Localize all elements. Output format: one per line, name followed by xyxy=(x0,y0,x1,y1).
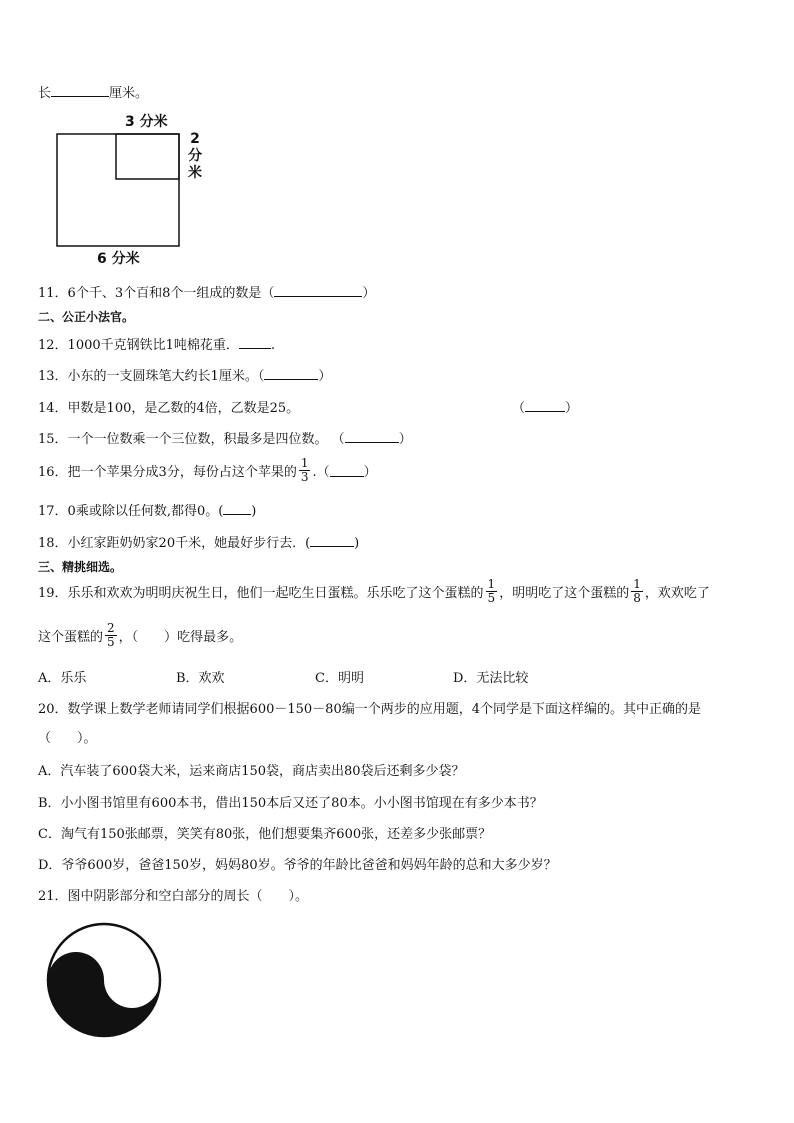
figure1-bottom-label: 6 分米 xyxy=(97,251,140,267)
answer-blank[interactable] xyxy=(264,367,318,380)
outer-rectangle xyxy=(57,134,179,246)
question-19: 19．乐乐和欢欢为明明庆祝生日，他们一起吃生日蛋糕。乐乐吃了这个蛋糕的 $\frac{1}{5}$ ，明明吃了这个蛋糕的 $\frac{1}{8}$ ，欢欢吃了 xyxy=(38,577,710,605)
yin-yang-figure xyxy=(44,920,164,1040)
answer-blank[interactable] xyxy=(345,430,399,443)
top-line xyxy=(38,82,148,101)
question-19-line2: 这个蛋糕的 $\frac{2}{5}$ ，（ ）吃得最多。 xyxy=(38,621,243,649)
question-18: 18．小红家距奶奶家20千米，她最好步行去．( ) xyxy=(38,536,360,551)
question-17: 17．0乘或除以任何数,都得0。( ) xyxy=(38,504,257,519)
option-c[interactable]: C．淘气有150张邮票，笑笑有80张，他们想要集齐600张，还差多少张邮票？ xyxy=(38,827,492,842)
option-b[interactable]: B．小小图书馆里有600本书，借出150本后又还了80本。小小图书馆现在有多少本书？ xyxy=(38,796,543,811)
answer-blank[interactable] xyxy=(274,284,362,297)
option-a[interactable]: A．乐乐 xyxy=(38,671,87,686)
answer-blank[interactable] xyxy=(330,464,364,477)
question-14: 14．甲数是100，是乙数的4倍，乙数是25。 xyxy=(38,401,300,416)
fraction-2-5: $\frac{2}{5}$ xyxy=(107,621,115,649)
section-3-heading: 三、精挑细选。 xyxy=(38,560,123,574)
section-2-heading: 二、公正小法官。 xyxy=(38,310,135,324)
option-d[interactable]: D．无法比较 xyxy=(453,671,529,686)
question-12: 12．1000千克钢铁比1吨棉花重． . xyxy=(38,338,276,353)
fraction-1-8: $\frac{1}{8}$ xyxy=(633,577,641,605)
answer-blank[interactable] xyxy=(310,534,354,547)
option-d[interactable]: D．爷爷600岁，爸爸150岁，妈妈80岁。爷爷的年龄比爸爸和妈妈年龄的总和大多少岁？ xyxy=(38,858,557,873)
option-c[interactable]: C．明明 xyxy=(315,671,364,686)
top-line-prefix: 长 xyxy=(38,86,52,101)
answer-blank[interactable] xyxy=(51,84,109,97)
question-11: 11．6个千、3个百和8个一组成的数是（ ） xyxy=(38,286,376,301)
fraction-1-5: $\frac{1}{5}$ xyxy=(487,577,496,605)
question-21: 21．图中阴影部分和空白部分的周长（ ）。 xyxy=(38,889,309,904)
answer-blank[interactable] xyxy=(525,399,565,412)
option-a[interactable]: A．汽车装了600袋大米，运来商店150袋，商店卖出80袋后还剩多少袋？ xyxy=(38,764,465,779)
top-line-suffix: 厘米。 xyxy=(109,86,149,101)
inner-rectangle xyxy=(116,134,179,179)
option-b[interactable]: B．欢欢 xyxy=(176,671,225,686)
fraction-1-3: $\frac{1}{3}$ xyxy=(300,456,309,484)
question-13: 13．小东的一支圆珠笔大约长1厘米。（ ） xyxy=(38,369,332,384)
question-14-answer: （ ） xyxy=(512,401,579,416)
rectangle-figure xyxy=(55,132,185,250)
question-20-line2: （ ）。 xyxy=(38,731,97,746)
answer-blank[interactable] xyxy=(239,336,271,349)
question-15: 15．一个一位数乘一个三位数，积最多是四位数。 （ ） xyxy=(38,432,412,447)
figure1-side-label: 2 分 米 xyxy=(188,131,202,181)
answer-blank[interactable] xyxy=(223,502,251,515)
question-20: 20．数学课上数学老师请同学们根据600－150－80编一个两步的应用题，4个同学是下面这样编的。其中正确的是 xyxy=(38,702,701,717)
question-16: 16．把一个苹果分成3分，每份占这个苹果的 $\frac{1}{3}$ .（ ） xyxy=(38,456,377,484)
figure1-top-label: 3 分米 xyxy=(125,114,168,130)
